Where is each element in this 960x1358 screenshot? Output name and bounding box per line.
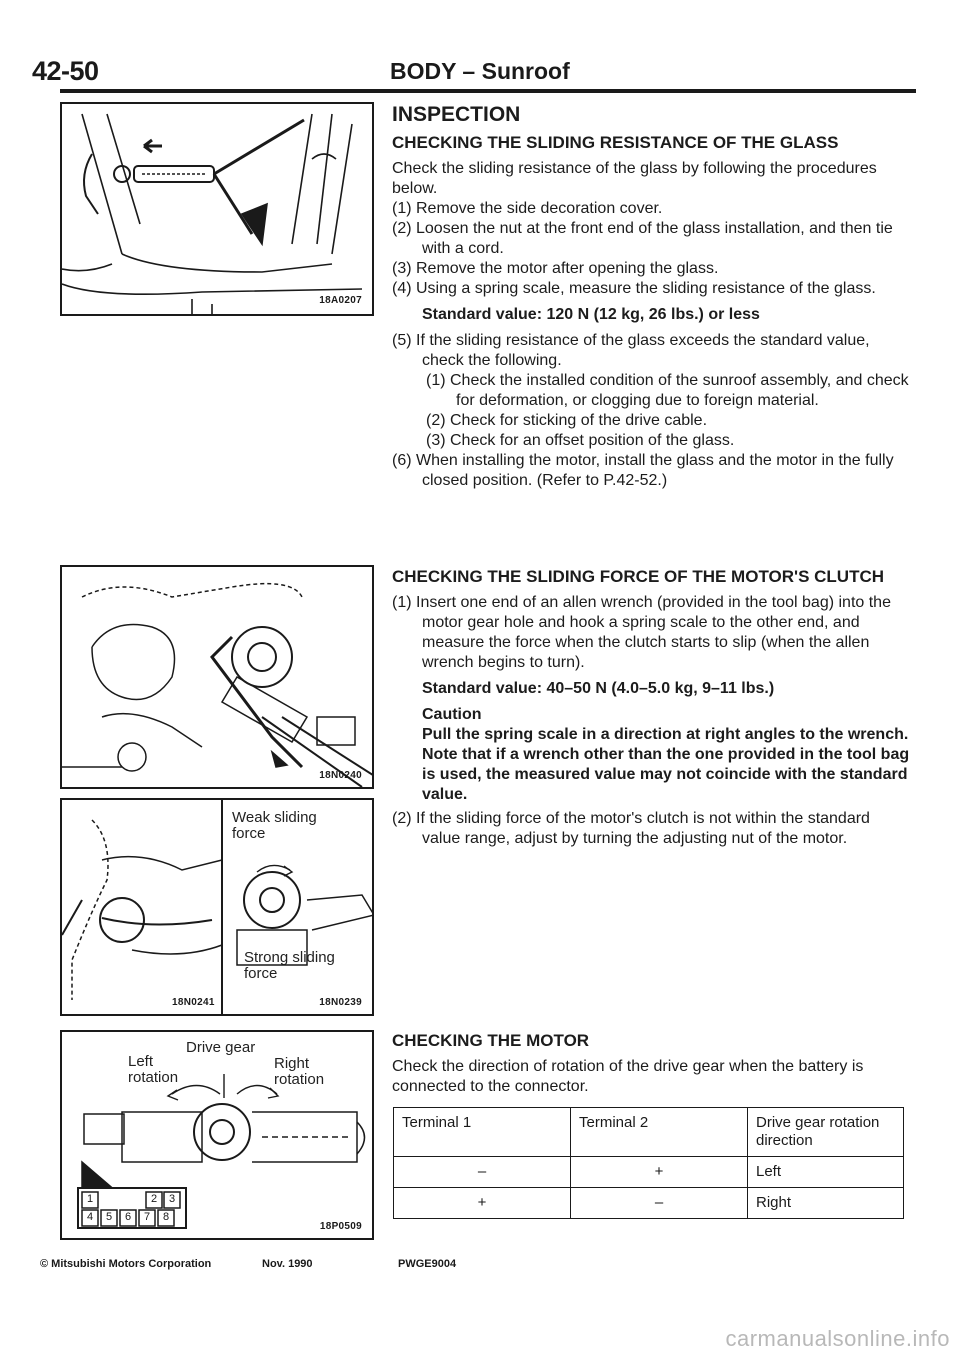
- page-title: BODY – Sunroof: [390, 58, 570, 84]
- inspection-step: (4) Using a spring scale, measure the sliding resistance of the glass.: [392, 280, 876, 297]
- inspection-section: [392, 102, 910, 491]
- table-cell: –: [394, 1157, 571, 1188]
- inspection-step: (6) When installing the motor, install the glass and the motor in the fully closed position. (Refer to P.42-52.): [392, 452, 894, 489]
- page-number: 42-50: [32, 56, 99, 86]
- inspection-heading: INSPECTION: [392, 103, 521, 126]
- table-cell: –: [571, 1188, 748, 1219]
- table-row: [394, 1157, 904, 1188]
- pin-6: 6: [125, 1211, 132, 1223]
- watermark: carmanualsonline.info: [725, 1326, 950, 1351]
- clutch-standard-value: Standard value: 40–50 N (4.0–5.0 kg, 9–11 lbs.): [422, 680, 775, 697]
- table-cell: Right: [748, 1188, 904, 1219]
- clutch-section: [392, 566, 910, 849]
- inspection-step: (1) Remove the side decoration cover.: [392, 200, 663, 217]
- header-rule: [60, 89, 916, 93]
- clutch-heading: CHECKING THE SLIDING FORCE OF THE MOTOR'S CLUTCH: [392, 567, 885, 586]
- figure-code: 18P0509: [319, 1221, 362, 1232]
- motor-heading: CHECKING THE MOTOR: [392, 1031, 590, 1050]
- clutch-step: (2) If the sliding force of the motor's clutch is not within the standard value range, adjust by turning the adjusting nut of the motor.: [392, 810, 870, 847]
- table-cell: +: [571, 1157, 748, 1188]
- inspection-standard-value: Standard value: 120 N (12 kg, 26 lbs.) or less: [422, 306, 760, 323]
- left-rotation-label: Left rotation: [128, 1053, 179, 1086]
- figure-code: 18A0207: [319, 295, 362, 306]
- table-header: Drive gear rotation direction: [748, 1108, 904, 1157]
- pin-2: 2: [151, 1193, 158, 1205]
- figure-code-left: 18N0241: [172, 997, 215, 1008]
- inspection-step: (2) Loosen the nut at the front end of the glass installation, and then tie with a cord.: [392, 220, 893, 257]
- connector-pins: [62, 1032, 202, 1240]
- clutch-step: (1) Insert one end of an allen wrench (provided in the tool bag) into the motor gear hole and hook a spring scale to the other end, and measure the force when the clutch starts to slip (when the allen wrench begins to turn).: [392, 594, 891, 671]
- illustration-spring-scale-glass: [62, 104, 374, 316]
- inspection-step: (3) Remove the motor after opening the glass.: [392, 260, 719, 277]
- caution-text: Pull the spring scale in a direction at right angles to the wrench. Note that if a wrench other than the one provided in the tool bag is used, the measured value may not coincide with the standard value.: [422, 726, 910, 803]
- illustration-allen-wrench: [62, 567, 374, 789]
- table-cell: Left: [748, 1157, 904, 1188]
- table-header: Terminal 1: [394, 1108, 571, 1157]
- figure-sliding-force: [60, 798, 374, 1016]
- inspection-step: (5) If the sliding resistance of the glass exceeds the standard value, check the following.: [392, 332, 870, 369]
- pin-1: 1: [87, 1193, 94, 1205]
- table-header: Terminal 2: [571, 1108, 748, 1157]
- pin-4: 4: [87, 1211, 94, 1223]
- figure-code: 18N0240: [319, 770, 362, 781]
- figure-code-right: 18N0239: [319, 997, 362, 1008]
- pin-5: 5: [106, 1211, 113, 1223]
- table-row: [394, 1188, 904, 1219]
- inspection-substep: (2) Check for sticking of the drive cable.: [426, 412, 708, 429]
- inspection-substep: (3) Check for an offset position of the glass.: [426, 432, 735, 449]
- table-header-row: [394, 1108, 904, 1157]
- table-cell: +: [394, 1188, 571, 1219]
- right-rotation-label: Right rotation: [274, 1055, 325, 1088]
- strong-force-label: Strong sliding force: [244, 949, 335, 982]
- inspection-intro: Check the sliding resistance of the glass by following the procedures below.: [392, 160, 877, 197]
- pin-8: 8: [163, 1211, 170, 1223]
- footer-copyright: © Mitsubishi Motors Corporation: [40, 1258, 212, 1270]
- footer-date: Nov. 1990: [262, 1258, 313, 1270]
- pin-3: 3: [169, 1193, 176, 1205]
- figure-spring-scale-glass: [60, 102, 374, 316]
- inspection-substep: (1) Check the installed condition of the sunroof assembly, and check for deformation, or clogging due to foreign material.: [426, 372, 909, 409]
- sliding-resistance-heading: CHECKING THE SLIDING RESISTANCE OF THE GLASS: [392, 133, 839, 152]
- motor-section: [392, 1030, 910, 1097]
- caution-title: Caution: [422, 706, 482, 723]
- figure-drive-gear: [60, 1030, 374, 1240]
- motor-intro: Check the direction of rotation of the drive gear when the battery is connected to the connector.: [392, 1058, 864, 1095]
- pin-7: 7: [144, 1211, 151, 1223]
- weak-force-label: Weak sliding force: [232, 809, 317, 842]
- drive-gear-label: Drive gear: [186, 1039, 256, 1056]
- figure-allen-wrench-motor: [60, 565, 374, 789]
- footer-code: PWGE9004: [398, 1258, 457, 1270]
- terminal-rotation-table: [393, 1107, 904, 1219]
